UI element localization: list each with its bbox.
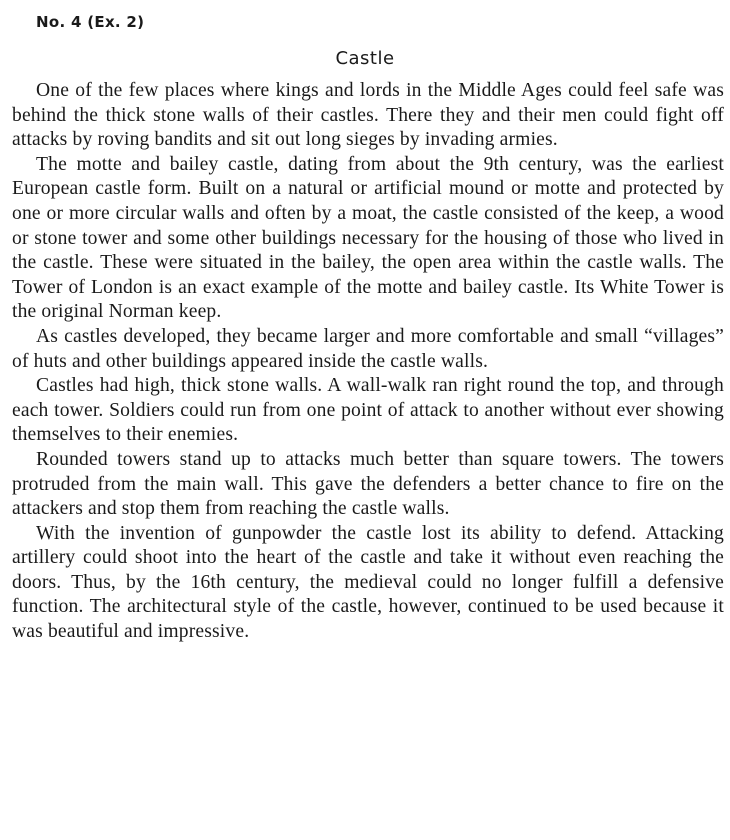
article-body bbox=[12, 79, 724, 645]
paragraph-towers: Rounded towers stand up to attacks much better than square towers. The towers protruded from the main wall. This gave the defenders a better chance to fire on the attackers and stop them from reaching the castle walls. bbox=[12, 448, 724, 520]
paragraph-gunpowder: With the invention of gunpowder the castle lost its ability to defend. Attacking artillery could shoot into the heart of the castle and take it without even reaching the doors. Thus, by the 16th century, the medieval could no longer fulfill a defensive function. The architectural style of the castle, however, continued to be used because it was beautiful and impressive. bbox=[12, 522, 724, 643]
paragraph-intro: One of the few places where kings and lords in the Middle Ages could feel safe was behind the thick stone walls of their castles. There they and their men could fight off attacks by roving bandits and sit out long sieges by invading armies. bbox=[12, 80, 724, 151]
paragraph-motte-and-bailey: The motte and bailey castle, dating from about the 9th century, was the earliest European castle form. Built on a natural or artificial mound or motte and protected by one or more circular walls and often by a moat, the castle consisted of the keep, a wood or stone tower and some other buildings necessary for the housing of those who lived in the castle. These were situated in the bailey, the open area within the castle walls. The Tower of London is an exact example of the motte and bailey castle. Its White Tower is the original Norman keep. bbox=[12, 153, 724, 323]
page-title: Castle bbox=[335, 48, 395, 69]
paragraph-development: As castles developed, they became larger and more comfortable and small “villages” of huts and other buildings appeared inside the castle walls. bbox=[12, 325, 724, 372]
paragraph-walls: Castles had high, thick stone walls. A wall-walk ran right round the top, and through each tower. Soldiers could run from one point of attack to another without ever showing themselves to their enemies. bbox=[12, 375, 724, 446]
exercise-label: No. 4 (Ex. 2) bbox=[36, 13, 145, 31]
